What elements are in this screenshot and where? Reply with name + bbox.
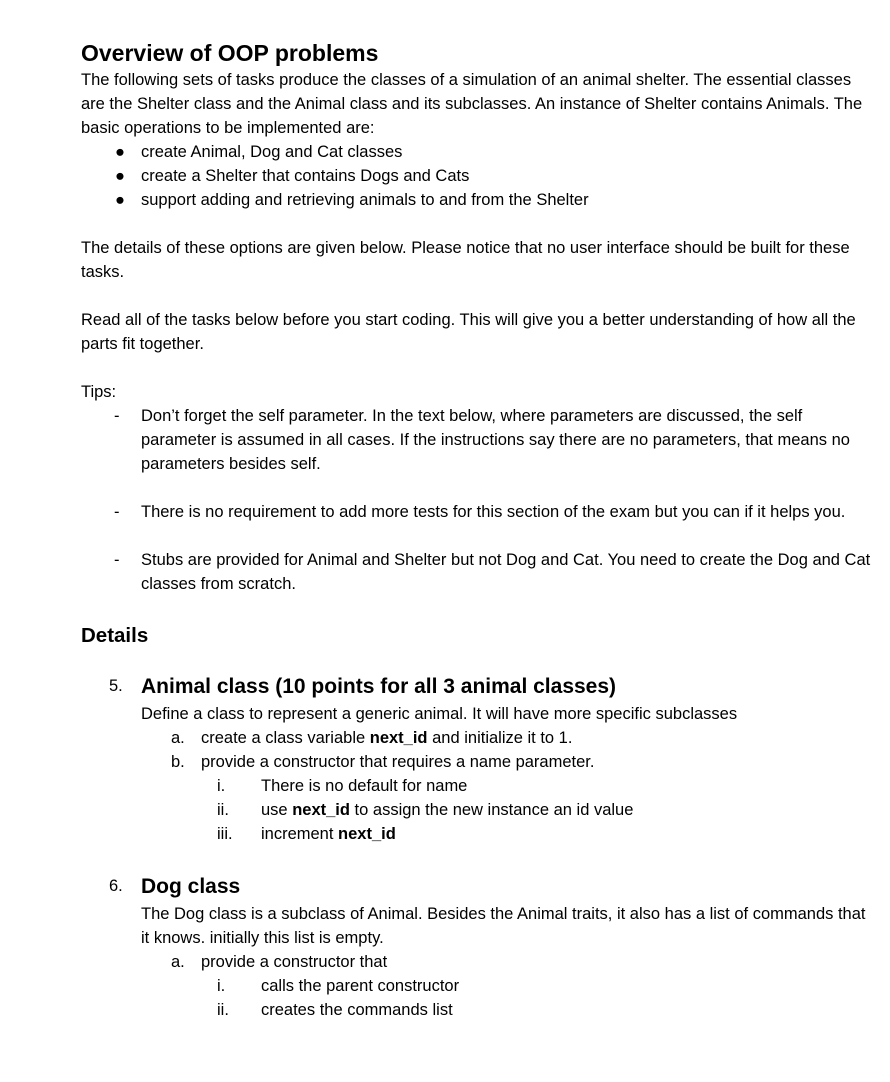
tips-list [81,404,871,596]
subtask-list [201,774,871,846]
subtask-item: i. calls the parent constructor [217,977,460,995]
bullet-icon: ● [115,167,125,185]
tip-item: - Stubs are provided for Animal and Shelter but not Dog and Cat. You need to create the Dog and Cat classes from scratch. [81,548,871,596]
bullet-icon: ● [115,143,125,161]
section-number: 6. [109,877,123,895]
read-note: Read all of the tasks below before you start coding. This will give you a better understanding of how all the parts fit together. [81,311,856,353]
task-list [141,726,871,846]
subtask-item: ii. use next_id to assign the new instance an id value [217,801,634,819]
task-list [141,950,871,1022]
overview-title: Overview of OOP problems [81,40,379,66]
tips-label: Tips: [81,383,117,401]
section-title: Dog class [141,875,241,898]
subtask-item: iii. increment next_id [217,825,396,843]
task-item: a. create a class variable next_id and initialize it to 1. [171,729,573,747]
operations-list [81,140,871,212]
details-title: Details [81,624,149,647]
section-animal-class [81,672,871,846]
section-desc: Define a class to represent a generic animal. It will have more specific subclasses [141,705,738,723]
document-page [81,38,871,1022]
subtask-list [201,974,871,1022]
list-item: ● support adding and retrieving animals to and from the Shelter [81,188,871,212]
task-item: a. provide a constructor that i. calls the parent constructor ii. creates the commands list [141,950,871,1022]
task-item: b. provide a constructor that requires a name parameter. i. There is no default for name ii. use next_id to assign the new instance an id value iii. increment next_id [141,750,871,846]
section-title: Animal class (10 points for all 3 animal classes) [141,675,617,698]
tip-item: - Don’t forget the self parameter. In the text below, where parameters are discussed, the self parameter is assumed in all cases. If the instructions say there are no parameters, that means no parameters besides self. [81,404,871,476]
dash-bullet: - [114,407,120,425]
overview-intro: The following sets of tasks produce the classes of a simulation of an animal shelter. The essential classes are the Shelter class and the Animal class and its subclasses. An instance of Shelter contains Animals. The basic operations to be implemented are: [81,71,863,137]
dash-bullet: - [114,503,120,521]
details-note: The details of these options are given below. Please notice that no user interface should be built for these tasks. [81,239,850,281]
section-dog-class [81,872,871,1022]
subtask-item: ii. creates the commands list [217,1001,453,1019]
section-number: 5. [109,677,123,695]
list-item: ● create Animal, Dog and Cat classes [81,140,871,164]
tip-item: - There is no requirement to add more tests for this section of the exam but you can if it helps you. [81,500,871,524]
dash-bullet: - [114,551,120,569]
list-item: ● create a Shelter that contains Dogs and Cats [81,164,871,188]
bullet-icon: ● [115,191,125,209]
section-desc: The Dog class is a subclass of Animal. Besides the Animal traits, it also has a list of commands that it knows. initially this list is empty. [141,905,866,947]
subtask-item: i. There is no default for name [217,777,468,795]
